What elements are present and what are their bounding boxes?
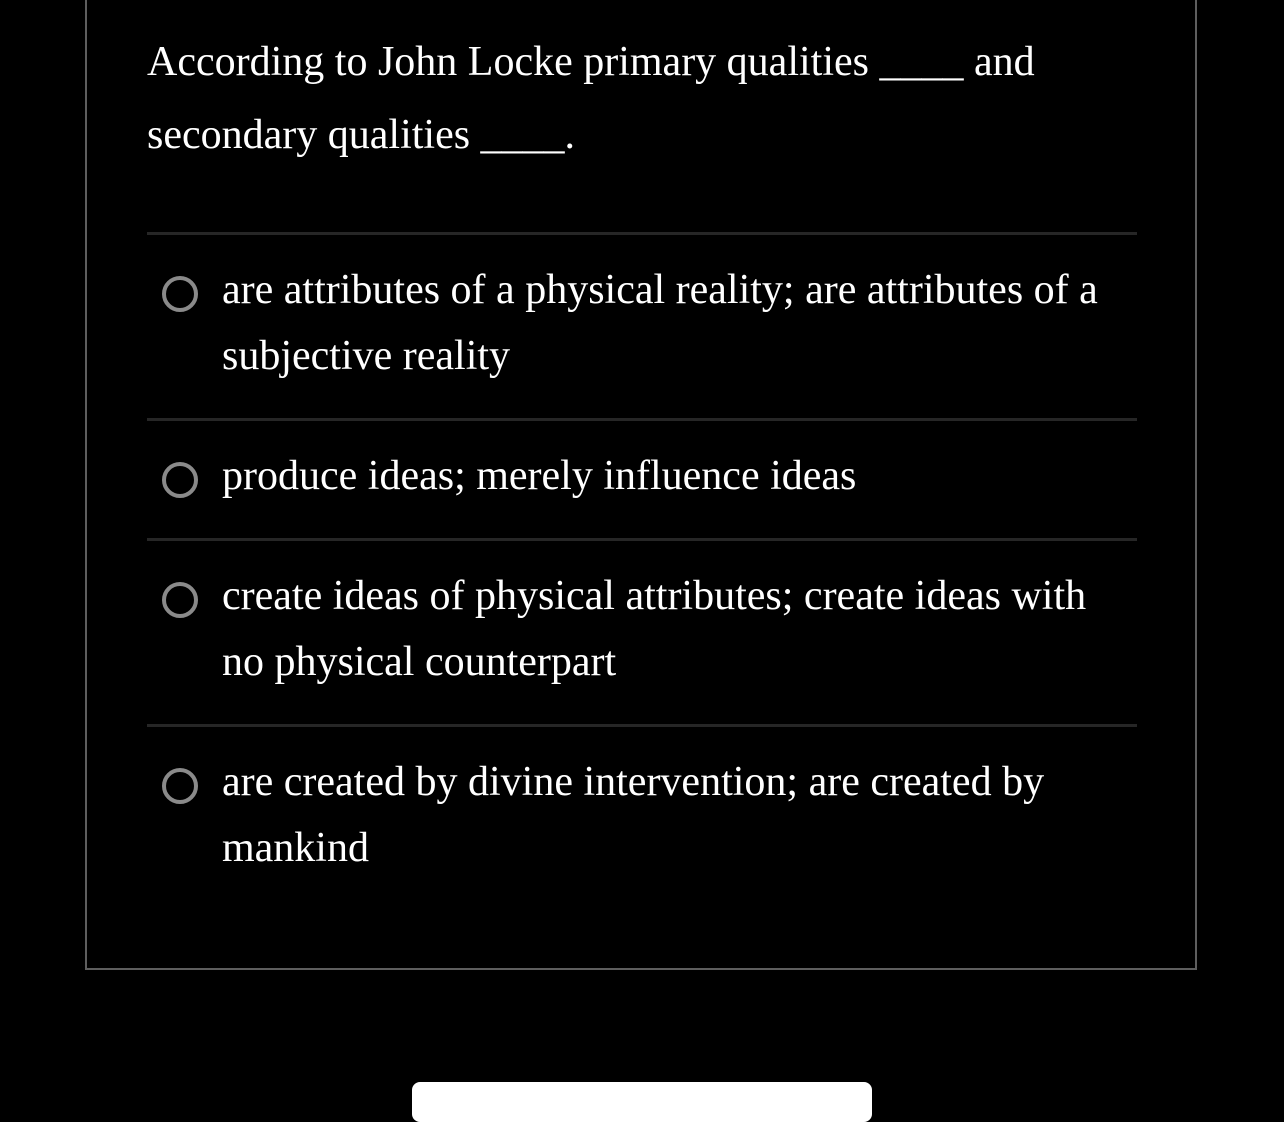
radio-button-icon[interactable] bbox=[162, 462, 198, 498]
question-text: According to John Locke primary qualities ____ and secondary qualities ____. bbox=[147, 39, 1035, 158]
answer-option-4[interactable] bbox=[147, 724, 1137, 910]
radio-button-icon[interactable] bbox=[162, 582, 198, 618]
answer-option-label: create ideas of physical attributes; create ideas with no physical counterpart bbox=[222, 573, 1087, 685]
answer-option-3[interactable] bbox=[147, 538, 1137, 724]
answer-option-label: produce ideas; merely influence ideas bbox=[222, 453, 857, 499]
answer-option-label: are created by divine intervention; are created by mankind bbox=[222, 759, 1045, 871]
radio-button-icon[interactable] bbox=[162, 768, 198, 804]
radio-button-icon[interactable] bbox=[162, 276, 198, 312]
answer-option-label: are attributes of a physical reality; are attributes of a subjective reality bbox=[222, 267, 1098, 379]
answer-option-2[interactable] bbox=[147, 418, 1137, 538]
answer-options bbox=[147, 232, 1137, 910]
submit-button[interactable] bbox=[412, 1082, 872, 1122]
answer-option-1[interactable] bbox=[147, 232, 1137, 418]
